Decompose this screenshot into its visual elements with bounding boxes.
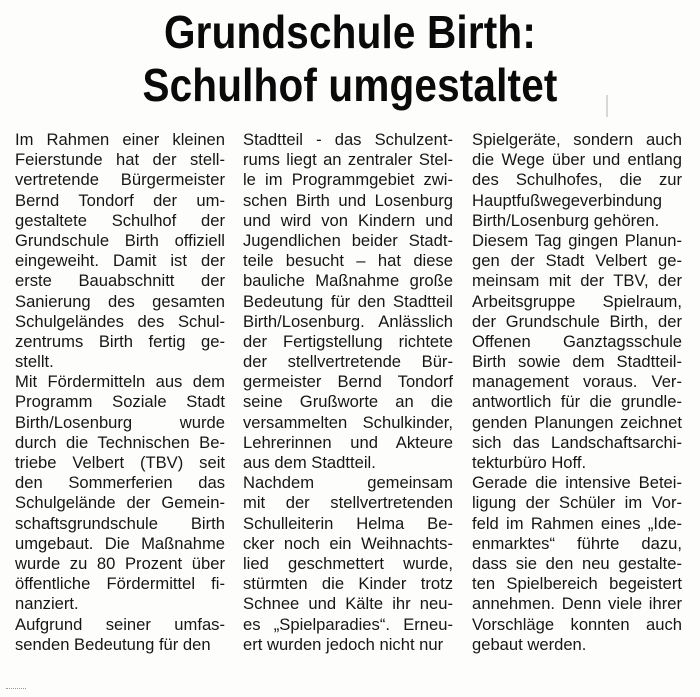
article-text-line: lied geschmettert wurde, bbox=[243, 553, 453, 573]
article-text-line: des Schulhofes, die zur bbox=[472, 170, 682, 190]
article-text-line: versammelten Schulkinder, bbox=[243, 412, 453, 432]
article-text-line: öffentliche Fördermittel fi- bbox=[15, 574, 225, 594]
article-text-line: ligung der Schüler im Vor- bbox=[472, 493, 682, 513]
article-text-line: germeister Bernd Tondorf bbox=[243, 372, 453, 392]
article-text-line: annehmen. Denn viele ihrer bbox=[472, 594, 682, 614]
article-text-line: Mit Fördermitteln aus dem bbox=[15, 372, 225, 392]
article-text-line: die Wege über und entlang bbox=[472, 150, 682, 170]
article-text-line: eingeweiht. Damit ist der bbox=[15, 251, 225, 271]
article-text-line: wurde zu 80 Prozent über bbox=[15, 553, 225, 573]
article-text-line: le im Programmgebiet zwi- bbox=[243, 170, 453, 190]
article-text-line: Sanierung des gesamten bbox=[15, 291, 225, 311]
article-text-line: gestaltete Schulhof der bbox=[15, 210, 225, 230]
article-text-line: Vorschläge konnten auch bbox=[472, 614, 682, 634]
article-column-3 bbox=[472, 130, 682, 655]
article-text-line: ert wurden jedoch nicht nur bbox=[243, 634, 444, 654]
article-text-line: Schulgelände der Gemein- bbox=[15, 493, 225, 513]
article-text-line: Gerade die intensive Betei- bbox=[472, 473, 682, 493]
article-text-line: cker noch ein Weihnachts- bbox=[243, 533, 453, 553]
article-text-line: Spielgeräte, sondern auch bbox=[472, 130, 682, 149]
article-text-line: gen der Stadt Velbert ge- bbox=[472, 251, 682, 271]
article-text-line: gebaut werden. bbox=[472, 634, 587, 654]
article-text-line: schaftsgrundschule Birth bbox=[15, 513, 225, 533]
article-text-line: Jugendlichen beider Stadt- bbox=[243, 230, 453, 250]
article-text-line: ten Spielbereich begeistert bbox=[472, 574, 682, 594]
headline-line-2: Schulhof umgestaltet bbox=[142, 59, 558, 111]
article-headline bbox=[42, 6, 658, 112]
article-text-line: Schulgeländes des Schul- bbox=[15, 311, 225, 331]
article-text-line: Grundschule Birth offiziell bbox=[15, 230, 225, 250]
article-text-line: meinsam mit der TBV, der bbox=[472, 271, 682, 291]
article-text-line: seine Grußworte an die bbox=[243, 392, 453, 412]
article-text-line: stürmten die Kinder trotz bbox=[243, 574, 453, 594]
article-text-line: der Grundschule Birth, der bbox=[472, 311, 682, 331]
article-text-line: durch die Technischen Be- bbox=[15, 432, 225, 452]
article-column-1 bbox=[15, 130, 225, 655]
article-text-line: Birth/Losenburg. Anlässlich bbox=[243, 311, 453, 331]
article-text-line: Stadtteil - das Schulzent- bbox=[243, 130, 453, 149]
article-text-line: vertretende Bürgermeister bbox=[15, 170, 225, 190]
article-text-line: Bernd Tondorf der um- bbox=[15, 190, 225, 210]
article-text-line: management voraus. Ver- bbox=[472, 372, 682, 392]
article-text-line: enmarktes“ führte dazu, bbox=[472, 533, 682, 553]
article-text-line: den Sommerferien das bbox=[15, 473, 225, 493]
article-text-line: dass sie den neu gestalte- bbox=[472, 553, 682, 573]
article-text-line: tekturbüro Hoff. bbox=[472, 453, 587, 472]
article-text-line: teile besucht – hat diese bbox=[243, 251, 453, 271]
article-text-line: Birth sowie dem Stadtteil- bbox=[472, 352, 682, 372]
article-text-line: rums liegt an zentraler Stel- bbox=[243, 150, 453, 170]
article-text-line: Aufgrund seiner umfas- bbox=[15, 614, 225, 634]
article-text-line: Im Rahmen einer kleinen bbox=[15, 130, 225, 149]
article-text-line: Arbeitsgruppe Spielraum, bbox=[472, 291, 682, 311]
article-text-line: der Fertigstellung richtete bbox=[243, 331, 453, 351]
article-text-line: Schulleiterin Helma Be- bbox=[243, 513, 453, 533]
article-text-line: nanziert. bbox=[15, 594, 79, 614]
article-text-line: triebe Velbert (TBV) seit bbox=[15, 453, 225, 472]
article-text-line: sich das Landschaftsarchi- bbox=[472, 432, 682, 452]
article-text-line: aus dem Stadtteil. bbox=[243, 453, 376, 472]
article-text-line: bauliche Maßnahme große bbox=[243, 271, 453, 291]
article-text-line: Diesem Tag gingen Planun- bbox=[472, 230, 682, 250]
article-text-line: es „Spielparadies“. Erneu- bbox=[243, 614, 453, 634]
article-text-line: umgebaut. Die Maßnahme bbox=[15, 533, 225, 553]
article-text-line: stellt. bbox=[15, 352, 54, 372]
article-text-line: antwortlich für die grundle- bbox=[472, 392, 682, 412]
article-text-line: Bedeutung für den Stadtteil bbox=[243, 291, 453, 311]
article-text-line: Birth/Losenburg gehören. bbox=[472, 210, 660, 230]
scan-artifact-dots bbox=[6, 688, 26, 690]
article-text-line: erste Bauabschnitt der bbox=[15, 271, 225, 291]
article-text-line: Schnee und Kälte ihr neu- bbox=[243, 594, 453, 614]
article-text-line: feld im Rahmen eines „Ide- bbox=[472, 513, 682, 533]
article-text-line: genden Planungen zeichnet bbox=[472, 412, 682, 432]
headline-line-1: Grundschule Birth: bbox=[163, 6, 536, 58]
article-text-line: Nachdem gemeinsam bbox=[243, 473, 453, 493]
article-text-line: schen Birth und Losenburg bbox=[243, 190, 453, 210]
article-text-line: Offenen Ganztagsschule bbox=[472, 331, 682, 351]
article-text-line: Feierstunde hat der stell- bbox=[15, 150, 225, 170]
article-text-line: und wird von Kindern und bbox=[243, 210, 453, 230]
scan-artifact bbox=[606, 95, 608, 117]
article-text-line: zentrums Birth fertig ge- bbox=[15, 331, 225, 351]
article-text-line: Lehrerinnen und Akteure bbox=[243, 432, 453, 452]
article-text-line: der stellvertretende Bür- bbox=[243, 352, 453, 372]
article-text-line: senden Bedeutung für den bbox=[15, 634, 211, 654]
article-column-2 bbox=[243, 130, 453, 655]
article-text-line: mit der stellvertretenden bbox=[243, 493, 453, 513]
article-text-line: Hauptfußwegeverbindung bbox=[472, 190, 663, 210]
article-text-line: Programm Soziale Stadt bbox=[15, 392, 225, 412]
article-text-line: Birth/Losenburg wurde bbox=[15, 412, 225, 432]
